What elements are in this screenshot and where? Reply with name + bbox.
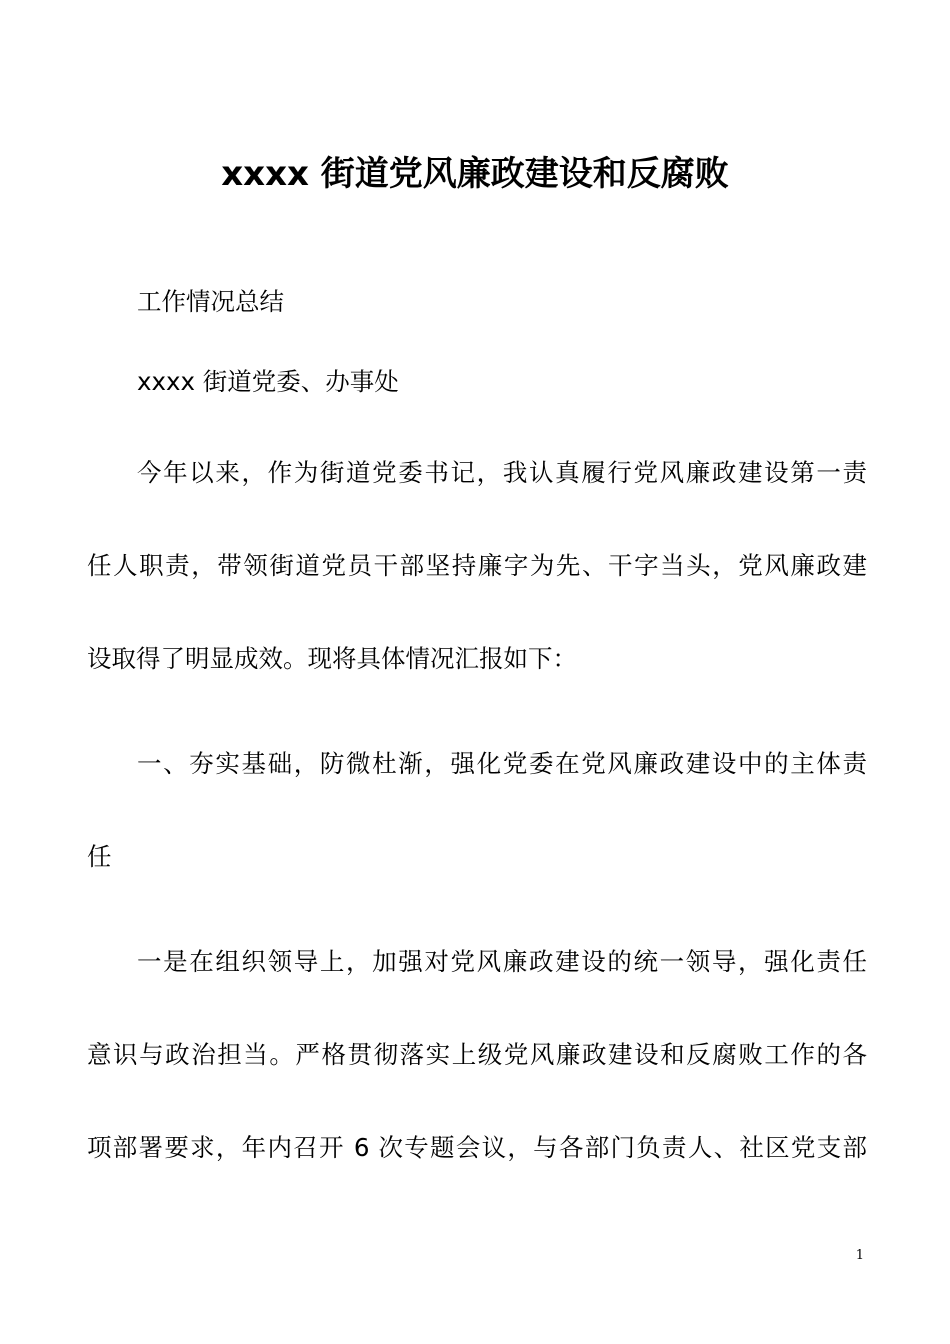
section-heading-line: 任	[87, 842, 112, 871]
page-number: 1	[855, 1248, 864, 1263]
section-heading-line: 一、夯实基础，防微杜渐，强化党委在党风廉政建设中的主体责	[137, 749, 867, 778]
paragraph-line: 设取得了明显成效。现将具体情况汇报如下：	[87, 644, 577, 673]
paragraph-line: 今年以来，作为街道党委书记，我认真履行党风廉政建设第一责	[137, 458, 867, 487]
paragraph-line: 项部署要求，年内召开 6 次专题会议，与各部门负责人、社区党支部	[87, 1133, 867, 1162]
paragraph-line: 意识与政治担当。严格贯彻落实上级党风廉政建设和反腐败工作的各	[87, 1040, 867, 1069]
document-subtitle: 工作情况总结	[137, 287, 284, 316]
paragraph-line: 任人职责，带领街道党员干部坚持廉字为先、干字当头，党风廉政建	[87, 551, 867, 580]
paragraph-line: 一是在组织领导上，加强对党风廉政建设的统一领导，强化责任	[137, 947, 867, 976]
document-author: xxxx 街道党委、办事处	[137, 367, 399, 396]
document-title: xxxx 街道党风廉政建设和反腐败	[221, 154, 729, 194]
